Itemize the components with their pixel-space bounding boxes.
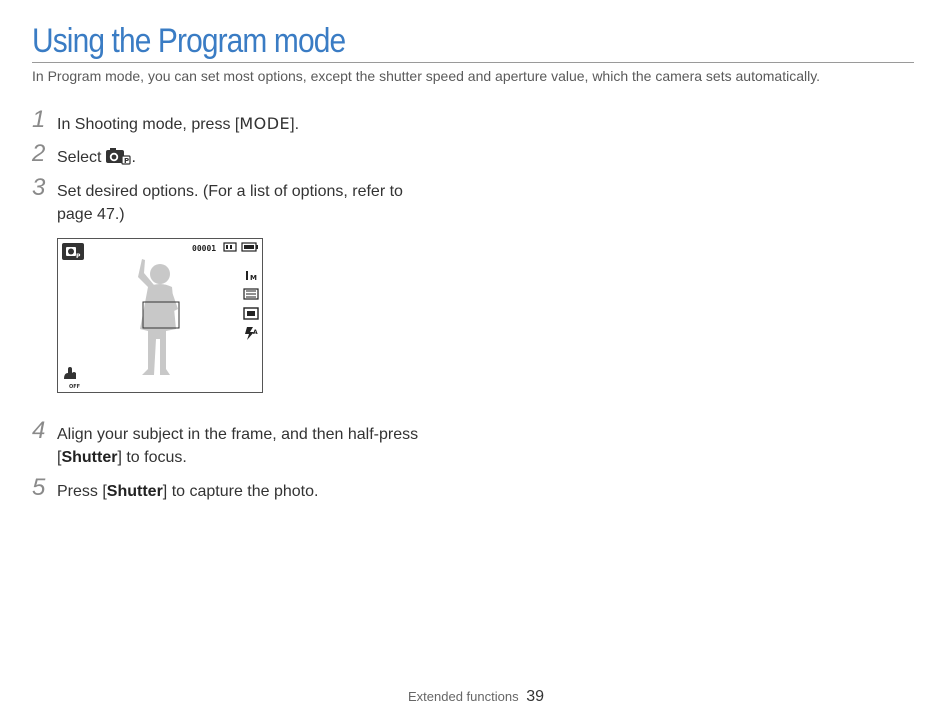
camera-preview-screen [57,238,263,393]
step-number: 4 [32,417,46,444]
page-number: 39 [526,688,544,705]
camera-program-icon [105,147,131,172]
page-title: Using the Program mode [32,22,346,60]
subject-silhouette [138,259,178,375]
flash-icon [245,327,258,340]
photo-size-icon [246,271,257,282]
step-text: In Shooting mode, press [MODE]. [57,114,300,133]
step-text: Press [Shutter] to capture the photo. [57,483,319,500]
mode-key: MODE [239,114,291,133]
shot-counter: 00001 [192,244,217,253]
step-number: 2 [32,140,46,167]
step-text: Align your subject in the frame, and then half-press [Shutter] to focus. [57,426,419,466]
svg-text:P: P [76,253,81,260]
title-divider [32,62,914,63]
shutter-key: Shutter [61,449,118,466]
svg-text:P: P [124,157,130,165]
svg-text:M: M [250,274,257,282]
ois-off-icon [64,367,80,390]
section-name: Extended functions [408,689,519,704]
memory-icon [224,243,236,251]
step-number: 5 [32,474,46,501]
svg-text:A: A [253,329,258,336]
program-mode-icon [62,243,84,260]
step-number: 3 [32,174,46,201]
page-footer [408,688,544,706]
step-number: 1 [32,106,46,133]
battery-icon [242,243,258,251]
step-text: Select P . [57,146,136,172]
page-subtitle: In Program mode, you can set most options, except the shutter speed and aperture value, which the camera sets automatically. [32,68,821,84]
svg-text:OFF: OFF [69,384,81,390]
shutter-key: Shutter [106,483,163,500]
metering-icon [244,308,258,319]
step-text: Set desired options. (For a list of options, refer to page 47.) [57,183,403,223]
quality-icon [244,289,258,299]
